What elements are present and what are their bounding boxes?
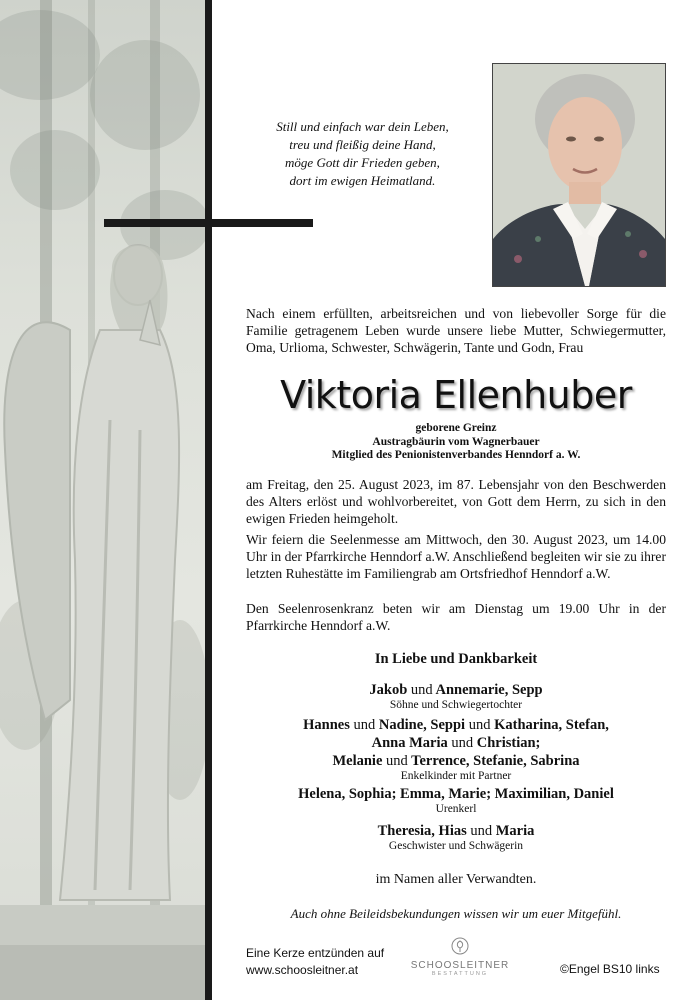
mourner-name: Melanie xyxy=(332,753,383,769)
relation-label: Enkelkinder mit Partner xyxy=(400,770,512,782)
mourner-group-sons xyxy=(246,681,666,712)
mourner-name: Terrence, Stefanie, Sabrina xyxy=(411,753,580,769)
cross-vertical-bar xyxy=(205,0,212,1000)
mourner-name: Maria xyxy=(495,823,535,839)
deceased-details xyxy=(246,422,666,463)
mourner-name: Christian; xyxy=(476,735,541,751)
title-line-2: Mitglied des Penionistenverbandes Henndorf a. W. xyxy=(331,449,581,461)
cross-horizontal-bar xyxy=(104,219,313,227)
and-word: und xyxy=(410,682,433,698)
family-line: im Namen aller Verwandten. xyxy=(375,872,537,887)
mourner-name: Hannes xyxy=(303,717,350,733)
mourner-name: Annemarie, Sepp xyxy=(435,682,543,698)
birth-name: geborene Greinz xyxy=(415,422,497,434)
poem-line: möge Gott dir Frieden geben, xyxy=(285,155,440,170)
poem xyxy=(240,118,485,190)
candle-link-block xyxy=(246,945,384,979)
closing-line: Auch ohne Beileidsbekundungen wissen wir um euer Mitgefühl. xyxy=(290,906,622,921)
and-word: und xyxy=(353,717,376,733)
angel-figure xyxy=(0,0,205,1000)
relation-label: Söhne und Schwiegertochter xyxy=(389,699,523,711)
poem-line: Still und einfach war dein Leben, xyxy=(276,119,449,134)
mourner-name: Nadine, Seppi xyxy=(378,717,466,733)
relation-label: Urenkerl xyxy=(435,803,477,815)
mourner-name: Katharina, Stefan, xyxy=(494,717,609,733)
rosary-paragraph: Den Seelenrosenkranz beten wir am Dienstag um 19.00 Uhr in der Pfarrkirche Henndorf a.W. xyxy=(246,601,666,633)
image-credit: ©Engel BS10 links xyxy=(560,962,660,976)
candle-text: Eine Kerze entzünden auf xyxy=(246,946,385,960)
relation-label: Geschwister und Schwägerin xyxy=(388,840,524,852)
intro-text: Nach einem erfüllten, arbeitsreichen und von liebevoller Sorge für die Familie getragenem Leben wurde unsere liebe Mutter, Schwiegermutter, Oma, Urlioma, Schwester, Schwägerin, Tante und Godn, Frau xyxy=(246,306,666,355)
and-word: und xyxy=(468,717,491,733)
title-line-1: Austragbäurin vom Wagnerbauer xyxy=(372,435,540,448)
logo-name: SCHOOSLEITNER xyxy=(410,960,510,971)
mass-paragraph: Wir feiern die Seelenmesse am Mittwoch, den 30. August 2023, um 14.00 Uhr in der Pfarrkirche Henndorf a.W. Anschließend begleiten wir sie zu ihrer letzten Ruhestätte im Familiengrab am Ortsfriedhof Henndorf a.W. xyxy=(246,532,666,581)
deceased-name: Viktoria Ellenhuber xyxy=(280,373,632,417)
mourner-names: Helena, Sophia; Emma, Marie; Maximilian, Daniel xyxy=(298,786,614,802)
portrait-photo xyxy=(492,63,666,287)
mourner-group-great-grandchildren xyxy=(246,785,666,816)
mourner-name: Theresia, Hias xyxy=(377,823,467,839)
death-paragraph: am Freitag, den 25. August 2023, im 87. Lebensjahr von den Beschwerden des Alters erlöst und wohlvorbereitet, von Gott dem Herrn, zu sich in den ewigen Frieden heimgeholt. xyxy=(246,477,666,526)
logo-subtitle: BESTATTUNG xyxy=(431,971,489,977)
funeral-home-logo xyxy=(405,937,515,977)
mourner-name: Anna Maria xyxy=(371,735,448,751)
rose-icon xyxy=(451,937,469,955)
and-word: und xyxy=(470,823,493,839)
and-word: und xyxy=(451,735,474,751)
mourner-group-grandchildren xyxy=(246,716,666,783)
mourners-heading: In Liebe und Dankbarkeit xyxy=(374,651,538,667)
and-word: und xyxy=(386,753,408,769)
poem-line: treu und fleißig deine Hand, xyxy=(289,137,436,152)
poem-line: dort im ewigen Heimatland. xyxy=(289,173,436,188)
mourner-name: Jakob xyxy=(369,682,408,698)
angel-statue-photo xyxy=(0,0,205,1000)
website-link[interactable]: www.schoosleitner.at xyxy=(246,963,359,977)
mourner-group-siblings xyxy=(246,822,666,853)
